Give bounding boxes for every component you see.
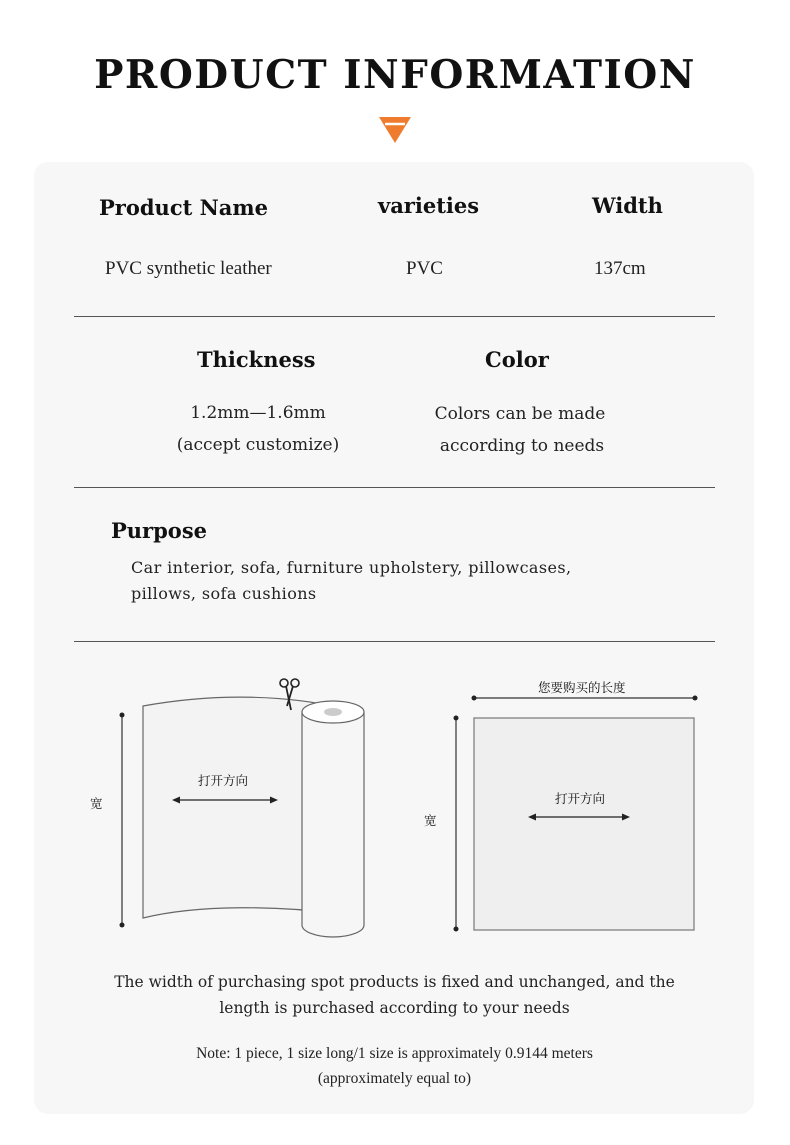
sheet-direction-label: 打开方向: [555, 791, 606, 806]
note-line2: (approximately equal to): [317, 1070, 472, 1087]
color-value-line2: according to needs: [439, 436, 605, 456]
purpose-value-line1: Car interior, sofa, furniture upholstery, pillowcases,: [131, 558, 572, 577]
divider: [74, 487, 715, 488]
sheet-length-label: 您要购买的长度: [538, 680, 626, 695]
thickness-label: Thickness: [197, 347, 316, 372]
roll-width-label: 宽: [90, 796, 103, 811]
varieties-value: PVC: [406, 258, 443, 279]
color-value-line1: Colors can be made: [434, 404, 606, 424]
thickness-value-line2: (accept customize): [176, 435, 340, 455]
roll-direction-label: 打开方向: [198, 773, 249, 788]
fabric-roll-illustration: [80, 670, 380, 950]
product-name-label: Product Name: [99, 195, 268, 220]
fabric-sheet-illustration: [445, 688, 705, 938]
footer-line1: The width of purchasing spot products is fixed and unchanged, and the: [114, 973, 675, 991]
page-title: PRODUCT INFORMATION: [94, 52, 696, 98]
divider: [74, 316, 715, 317]
footer-note: [74, 1041, 715, 1091]
down-triangle-icon: [378, 116, 412, 146]
width-value: 137cm: [594, 258, 646, 279]
color-label: Color: [485, 347, 549, 372]
thickness-value-line1: 1.2mm—1.6mm: [190, 403, 326, 423]
footer-description: [74, 969, 715, 1021]
varieties-label: varieties: [378, 193, 480, 218]
width-label: Width: [592, 193, 663, 218]
scissors-icon: [277, 676, 303, 714]
divider: [74, 641, 715, 642]
purpose-label: Purpose: [111, 518, 207, 543]
footer-line2: length is purchased according to your needs: [219, 999, 570, 1017]
product-name-value: PVC synthetic leather: [105, 258, 272, 279]
note-line1: Note: 1 piece, 1 size long/1 size is approximately 0.9144 meters: [196, 1045, 593, 1062]
sheet-width-label: 宽: [424, 813, 437, 828]
purpose-value-line2: pillows, sofa cushions: [131, 584, 317, 603]
